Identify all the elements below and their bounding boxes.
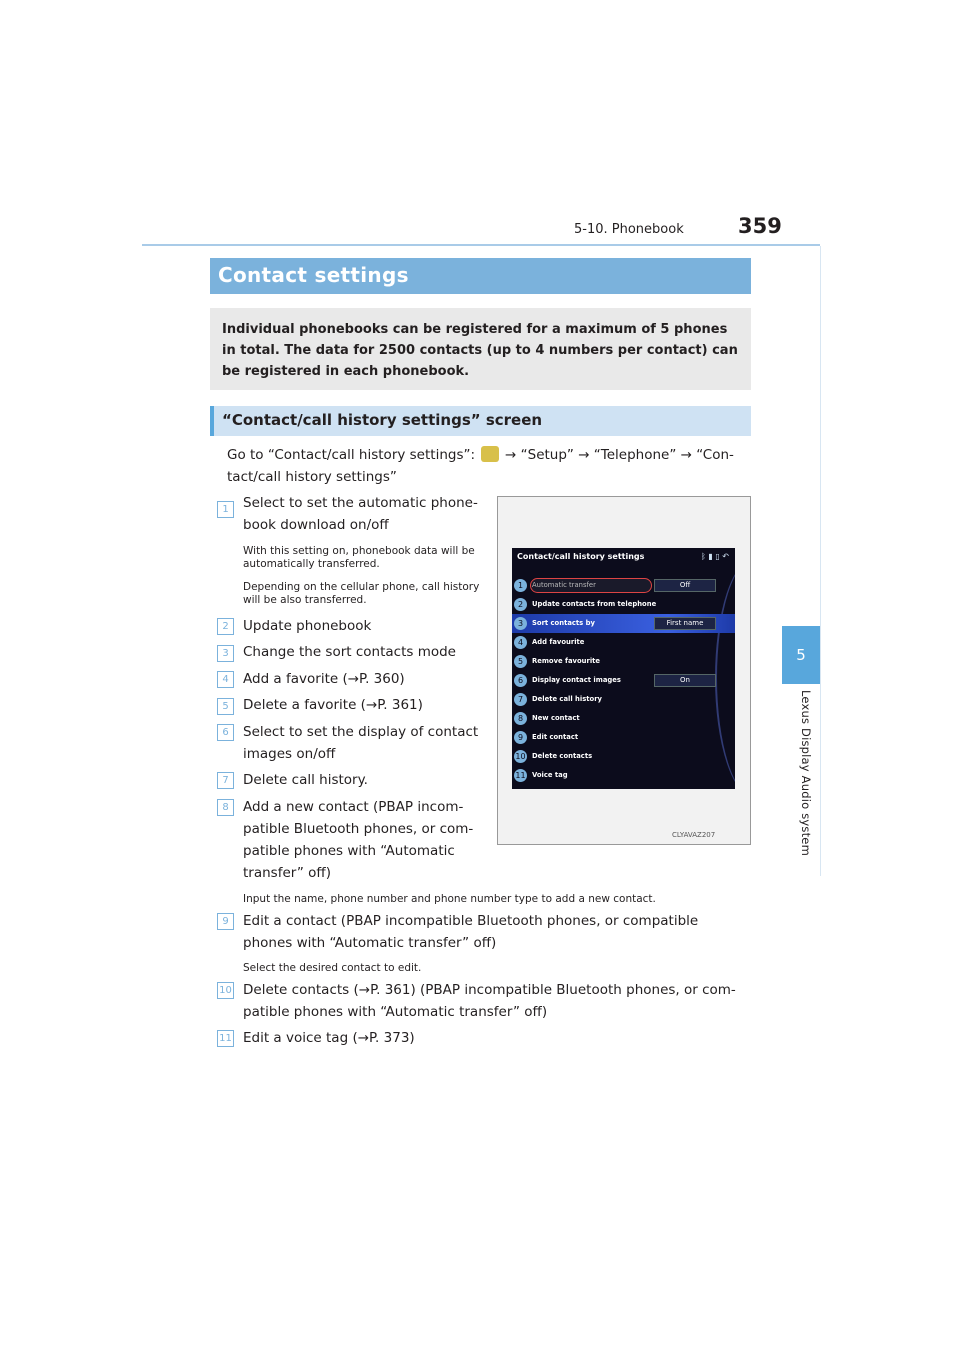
screen-row-delete-history[interactable] [512, 690, 735, 709]
callout-number: 9 [514, 731, 527, 744]
side-rule [820, 246, 821, 876]
item-number: 3 [217, 645, 234, 662]
goto-instruction [227, 444, 751, 488]
row-label: Display contact images [532, 676, 621, 684]
screen-row-sort-contacts[interactable] [512, 614, 735, 633]
item-note: With this setting on, phonebook data will be automatically transferred. [243, 545, 475, 570]
screen-row-remove-favourite[interactable] [512, 652, 735, 671]
item-text: Edit a voice tag (→P. 373) [243, 1030, 415, 1046]
item-note: Input the name, phone number and phone number type to add a new contact. [243, 893, 656, 905]
item-number: 4 [217, 671, 234, 688]
row-label: Sort contacts by [532, 619, 595, 627]
item-note: Depending on the cellular phone, call history will be also transferred. [243, 581, 480, 606]
intro-box: Individual phonebooks can be registered for a maximum of 5 phones in total. The data for 2500 contacts (up to 4 numbers per contact) can be registered in each phonebook. [210, 308, 751, 390]
callout-number: 1 [514, 579, 527, 592]
row-label: Delete call history [532, 695, 602, 703]
item-number: 1 [217, 501, 234, 518]
goto-after: → “Setup” → “Telephone” → “Con-tact/call history settings” [227, 447, 734, 485]
item-number: 9 [217, 913, 234, 930]
row-label: Add favourite [532, 638, 585, 646]
goto-before: Go to “Contact/call history settings”: [227, 447, 476, 463]
row-label: New contact [532, 714, 580, 722]
header-rule [142, 244, 820, 246]
figure-code: CLYAVAZ207 [672, 831, 716, 839]
back-icon[interactable]: ↶ [722, 552, 729, 561]
item-number: 5 [217, 698, 234, 715]
callout-number: 11 [515, 771, 526, 780]
callout-number: 2 [514, 598, 527, 611]
row-label: Update contacts from telephone [532, 600, 657, 608]
running-header-section: 5-10. Phonebook [574, 222, 684, 237]
bluetooth-icon: ᛒ [701, 552, 706, 561]
screen-row-update-contacts[interactable] [512, 595, 735, 614]
item-number: 10 [217, 982, 234, 999]
chapter-tab: 5 [782, 626, 820, 684]
row-value[interactable]: On [654, 674, 716, 687]
section-title: Contact settings [210, 258, 751, 294]
item-text: Add a new contact (PBAP incom-patible Bluetooth phones, or com-patible phones with “Automatic transfer” off) [243, 799, 474, 881]
callout-number: 8 [514, 712, 527, 725]
status-icons [701, 552, 729, 561]
row-value[interactable]: First name [654, 617, 716, 630]
item-text: Delete call history. [243, 772, 368, 788]
callout-number: 7 [514, 693, 527, 706]
screen-row-new-contact[interactable] [512, 709, 735, 728]
row-label: Delete contacts [532, 752, 593, 760]
item-number: 8 [217, 799, 234, 816]
item-number: 6 [217, 724, 234, 741]
row-label: Edit contact [532, 733, 579, 741]
callout-number: 6 [514, 674, 527, 687]
signal-icon: ▮ [708, 552, 713, 561]
menu-button-icon [481, 446, 499, 462]
item-text: Delete contacts (→P. 361) (PBAP incompatible Bluetooth phones, or com-patible phones with “Automatic transfer” off) [243, 982, 736, 1020]
row-value[interactable]: Off [654, 579, 716, 592]
screen-title: Contact/call history settings [517, 552, 645, 561]
callout-number: 5 [514, 655, 527, 668]
item-number: 2 [217, 618, 234, 635]
item-text: Change the sort contacts mode [243, 644, 456, 660]
screen-row-voice-tag[interactable] [512, 766, 735, 785]
screen-row-automatic-transfer[interactable] [512, 576, 735, 595]
item-number: 7 [217, 772, 234, 789]
row-label: Automatic transfer [532, 581, 596, 589]
settings-screen [512, 548, 735, 789]
page-number: 359 [738, 214, 782, 238]
screen-row-edit-contact[interactable] [512, 728, 735, 747]
item-text: Select to set the display of contact images on/off [243, 724, 479, 762]
screen-row-display-images[interactable] [512, 671, 735, 690]
item-text: Delete a favorite (→P. 361) [243, 697, 423, 713]
subsection-title: “Contact/call history settings” screen [210, 406, 751, 436]
item-number: 11 [217, 1030, 234, 1047]
battery-icon: ▯ [715, 552, 720, 561]
row-label: Remove favourite [532, 657, 601, 665]
callout-number: 10 [515, 752, 526, 761]
item-text: Edit a contact (PBAP incompatible Bluetooth phones, or compatible phones with “Automatic transfer” off) [243, 913, 699, 951]
screen-row-delete-contacts[interactable] [512, 747, 735, 766]
item-text: Add a favorite (→P. 360) [243, 671, 405, 687]
item-text: Select to set the automatic phone-book download on/off [243, 495, 478, 533]
item-note: Select the desired contact to edit. [243, 962, 422, 974]
callout-number: 3 [514, 617, 527, 630]
screen-row-add-favourite[interactable] [512, 633, 735, 652]
chapter-title: Lexus Display Audio system [799, 690, 813, 856]
callout-number: 4 [514, 636, 527, 649]
item-text: Update phonebook [243, 618, 372, 634]
row-label: Voice tag [532, 771, 568, 779]
